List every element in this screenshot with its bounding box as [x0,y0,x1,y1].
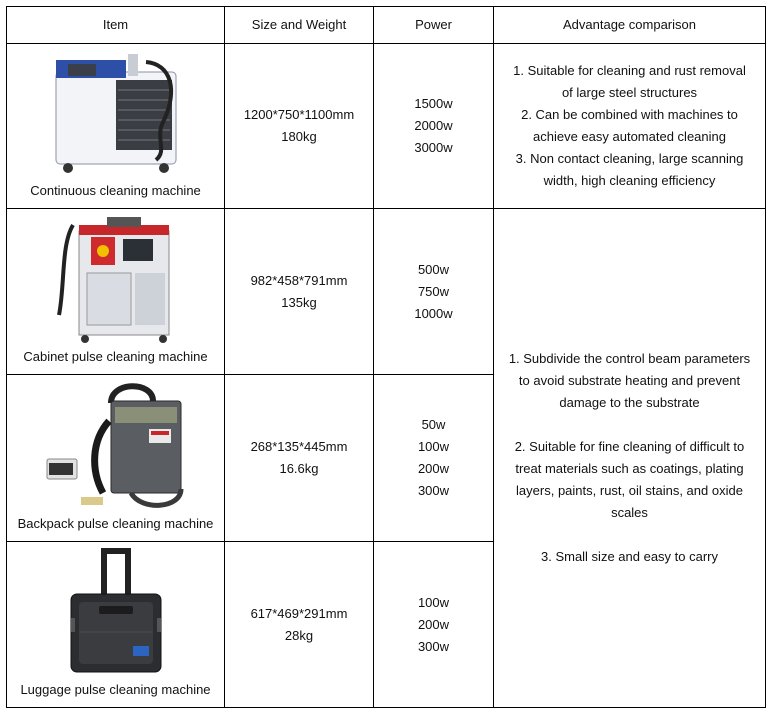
header-item: Item [7,7,225,44]
backpack-machine-photo [41,381,191,511]
advantage-line: treat materials such as coatings, plating [515,461,744,476]
power-value: 500w [417,261,450,277]
power-value: 100w [417,594,450,610]
item-cell [7,209,225,375]
header-row [7,7,766,44]
advantage-line: 1. Suitable for cleaning and rust removal [513,63,746,78]
item-cell [7,44,225,209]
weight-value: 135kg [281,294,317,310]
advantage-line: achieve easy automated cleaning [533,129,726,144]
power-value: 300w [417,483,450,498]
paragraph-gap [500,524,759,546]
power-value: 3000w [414,140,453,155]
size-value: 268*135*445mm [250,439,348,454]
item-name: Luggage pulse cleaning machine [20,682,211,697]
size-value: 982*458*791mm [250,272,348,288]
power-cell [374,542,494,708]
luggage-machine-photo [61,548,171,678]
advantage-line: width, high cleaning efficiency [543,173,716,188]
advantage-cell-pulse [494,209,766,708]
advantage-line: 3. Small size and easy to carry [540,549,719,564]
power-value: 300w [417,638,450,654]
weight-value: 16.6kg [279,461,319,476]
item-name: Backpack pulse cleaning machine [17,516,214,531]
size-weight-cell [225,542,374,708]
advantage-line: layers, paints, rust, oil stains, and oxide [516,483,743,498]
header-power: Power [374,7,494,44]
power-cell [374,375,494,542]
advantage-line: 2. Can be combined with machines to [521,107,738,122]
weight-value: 28kg [284,627,314,643]
advantage-line: to avoid substrate heating and prevent [518,373,741,388]
power-cell [374,44,494,209]
power-value: 200w [417,461,450,476]
advantage-line: 3. Non contact cleaning, large scanning [515,151,744,166]
cabinet-machine-photo [51,215,181,345]
paragraph-gap [500,414,759,436]
table-row [7,209,766,375]
item-name: Cabinet pulse cleaning machine [23,349,208,364]
power-value: 1000w [414,305,453,321]
advantage-line: damage to the substrate [559,395,700,410]
size-value: 617*469*291mm [250,605,348,621]
header-advantage: Advantage comparison [494,7,766,44]
size-weight-cell [225,209,374,375]
item-name: Continuous cleaning machine [30,183,201,198]
comparison-table [6,6,766,708]
size-value: 1200*750*1100mm [243,107,355,122]
power-cell [374,209,494,375]
table-row [7,44,766,209]
size-weight-cell [225,44,374,209]
item-cell [7,542,225,708]
power-value: 50w [421,417,446,432]
size-weight-cell [225,375,374,542]
power-value: 100w [417,439,450,454]
power-value: 2000w [414,118,453,133]
continuous-machine-photo [46,50,186,178]
advantage-line: of large steel structures [561,85,698,100]
weight-value: 180kg [281,129,317,144]
header-size-weight: Size and Weight [225,7,374,44]
item-cell [7,375,225,542]
advantage-line: 1. Subdivide the control beam parameters [508,351,751,366]
advantage-cell-continuous [494,44,766,209]
advantage-line: 2. Suitable for fine cleaning of difficult to [514,439,745,454]
power-value: 750w [417,283,450,299]
power-value: 200w [417,616,450,632]
advantage-line: scales [611,505,648,520]
power-value: 1500w [414,96,453,111]
